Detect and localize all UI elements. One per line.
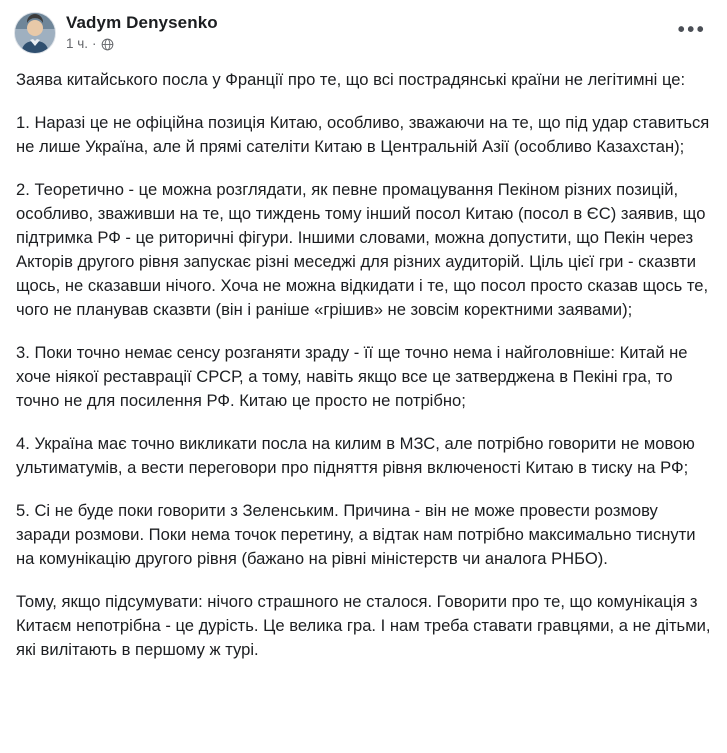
post-paragraph: 5. Сі не буде поки говорити з Зеленським. Причина - він не може провести розмову заради розмови. Поки нема точок перетину, а відтак нам потрібно максимально тиснути на комунікацію другого рівня (бажано на рівні міністерств чи аналога РНБО). [16, 501, 696, 568]
author-name[interactable]: Vadym Denysenko [66, 13, 218, 32]
post-paragraph: Заява китайського посла у Франції про те, що всі пострадянські країни не легітимні це: [16, 70, 686, 89]
post-meta [66, 36, 218, 52]
post-paragraph: 1. Наразі це не офіційна позиція Китаю, особливо, зважаючи на те, що під удар ставиться не лише Україна, але й прямі сателіти Китаю в Центральній Азії (особливо Казахстан); [16, 113, 710, 156]
post-paragraph: 2. Теоретично - це можна розглядати, як певне промацування Пекіном різних позицій, особливо, зваживши на те, що тиждень тому інший посол Китаю (посол в ЄС) заявив, що підтримка РФ - це риторичні фігури. Іншими словами, можна допустити, що Пекін через Акторів другого рівня запускає різні меседжі для різних аудиторій. Ціль цієї гри - сказвти щось, не сказавши нічого. Хоча не можна відкидати і те, що посол просто сказав щось те, чого не планував сказвти (він і раніше «грішив» не зовсім коректними заявами); [16, 180, 709, 319]
meta-separator: · [92, 36, 97, 51]
post-paragraph: Тому, якщо підсумувати: нічого страшного не сталося. Говорити про те, що комунікація з Китаєм непотрібна - це дурість. Це велика гра. І нам треба ставати гравцями, а не дітьми, які вилітають в першому ж турі. [16, 592, 711, 659]
post-body [0, 54, 727, 662]
post-header [0, 0, 727, 54]
globe-icon [101, 38, 114, 51]
post-header-text [66, 12, 218, 52]
post-more-options-button[interactable]: ••• [677, 19, 707, 41]
post-paragraph: 4. Україна має точно викликати посла на килим в МЗС, але потрібно говорити не мовою ультиматумів, а вести переговори про підняття рівня включеності Китаю в тиску на РФ; [16, 434, 695, 477]
avatar[interactable] [14, 12, 56, 54]
post-timestamp[interactable]: 1 ч. [66, 36, 89, 51]
post-paragraph: 3. Поки точно немає сенсу розганяти зраду - її ще точно нема і найголовніше: Китай не хоче ніякої реставрації СРСР, а тому, навіть якщо все це затверджена в Пекіні гра, то точно не для посилення РФ. Китаю це просто не потрібно; [16, 343, 688, 410]
